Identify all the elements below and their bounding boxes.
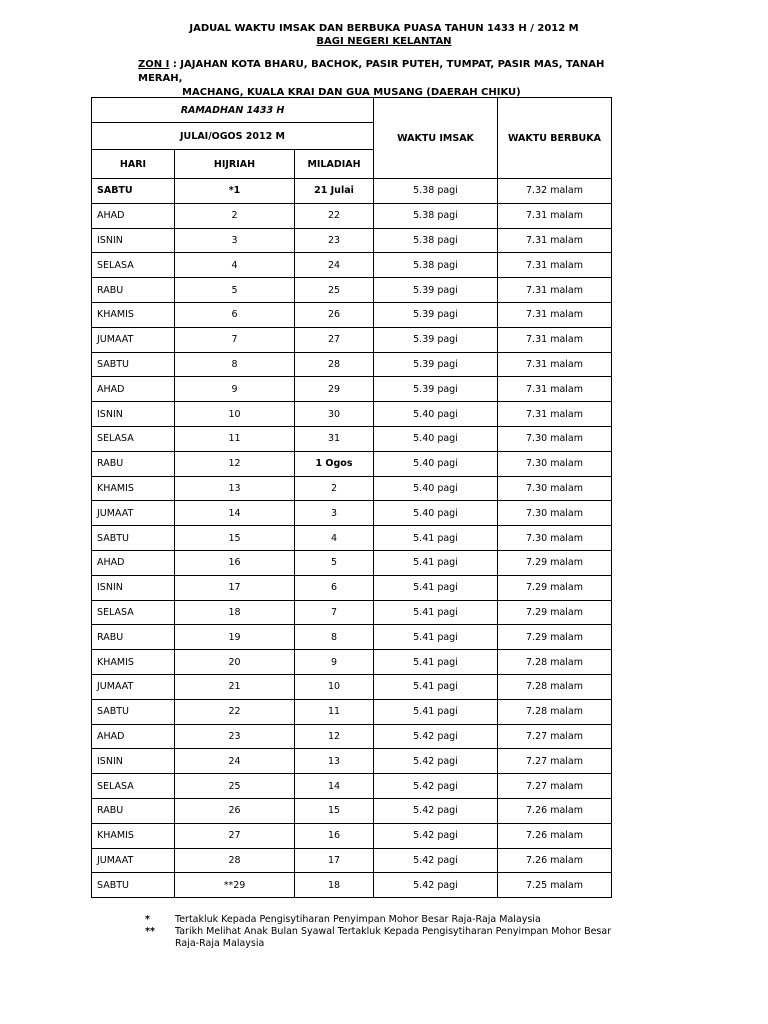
cell-day: AHAD: [92, 550, 175, 575]
cell-day: JUMAAT: [92, 501, 175, 526]
cell-day: SELASA: [92, 253, 175, 278]
cell-miladi: 21 Julai: [295, 179, 374, 204]
cell-imsak: 5.40 pagi: [374, 402, 498, 427]
table-row: [92, 278, 612, 303]
cell-hijri: 25: [175, 774, 295, 799]
cell-berbuka: 7.31 malam: [498, 377, 612, 402]
table-row: [92, 203, 612, 228]
cell-berbuka: 7.29 malam: [498, 575, 612, 600]
footnote-mark: *: [145, 914, 150, 925]
cell-imsak: 5.41 pagi: [374, 575, 498, 600]
cell-berbuka: 7.29 malam: [498, 600, 612, 625]
table-row: [92, 699, 612, 724]
cell-hijri: 21: [175, 674, 295, 699]
cell-imsak: 5.41 pagi: [374, 600, 498, 625]
cell-miladi: 25: [295, 278, 374, 303]
zone-label: ZON I: [138, 59, 170, 70]
cell-hijri: 8: [175, 352, 295, 377]
table-row: [92, 625, 612, 650]
table-row: [92, 352, 612, 377]
cell-hijri: 28: [175, 848, 295, 873]
cell-day: ISNIN: [92, 228, 175, 253]
cell-berbuka: 7.29 malam: [498, 550, 612, 575]
cell-day: SABTU: [92, 699, 175, 724]
cell-hijri: 3: [175, 228, 295, 253]
table-row: [92, 228, 612, 253]
table-row: [92, 253, 612, 278]
cell-berbuka: 7.30 malam: [498, 501, 612, 526]
cell-berbuka: 7.26 malam: [498, 848, 612, 873]
cell-imsak: 5.38 pagi: [374, 228, 498, 253]
table-row: [92, 426, 612, 451]
cell-berbuka: 7.30 malam: [498, 426, 612, 451]
cell-day: SABTU: [92, 179, 175, 204]
cell-hijri: 11: [175, 426, 295, 451]
footnote-text: Tarikh Melihat Anak Bulan Syawal Tertakluk Kepada Pengisytiharan Penyimpan Mohor Besar Raja-Raja Malaysia: [175, 926, 612, 949]
cell-day: AHAD: [92, 377, 175, 402]
cell-berbuka: 7.27 malam: [498, 774, 612, 799]
cell-miladi: 23: [295, 228, 374, 253]
cell-miladi: 10: [295, 674, 374, 699]
cell-imsak: 5.38 pagi: [374, 203, 498, 228]
cell-miladi: 27: [295, 327, 374, 352]
cell-day: RABU: [92, 625, 175, 650]
cell-imsak: 5.42 pagi: [374, 873, 498, 898]
cell-berbuka: 7.31 malam: [498, 253, 612, 278]
cell-hijri: *1: [175, 179, 295, 204]
cell-day: AHAD: [92, 724, 175, 749]
cell-hijri: 27: [175, 823, 295, 848]
table-row: [92, 774, 612, 799]
cell-hijri: 17: [175, 575, 295, 600]
cell-day: SELASA: [92, 600, 175, 625]
cell-miladi: 6: [295, 575, 374, 600]
cell-imsak: 5.38 pagi: [374, 253, 498, 278]
cell-berbuka: 7.28 malam: [498, 674, 612, 699]
cell-berbuka: 7.28 malam: [498, 650, 612, 675]
table-row: [92, 873, 612, 898]
table-row: [92, 650, 612, 675]
cell-hijri: 22: [175, 699, 295, 724]
cell-miladi: 13: [295, 749, 374, 774]
cell-day: KHAMIS: [92, 476, 175, 501]
footnote-text: Tertakluk Kepada Pengisytiharan Penyimpan Mohor Besar Raja-Raja Malaysia: [175, 914, 541, 925]
table-row: [92, 724, 612, 749]
cell-hijri: 19: [175, 625, 295, 650]
cell-berbuka: 7.27 malam: [498, 749, 612, 774]
cell-miladi: 17: [295, 848, 374, 873]
cell-day: SABTU: [92, 526, 175, 551]
cell-day: KHAMIS: [92, 650, 175, 675]
schedule-table: [91, 97, 612, 898]
cell-hijri: 5: [175, 278, 295, 303]
gregorian-header: JULAI/OGOS 2012 M: [92, 123, 374, 150]
header-berbuka: WAKTU BERBUKA: [498, 98, 612, 179]
cell-day: AHAD: [92, 203, 175, 228]
cell-miladi: 8: [295, 625, 374, 650]
table-row: [92, 798, 612, 823]
cell-imsak: 5.39 pagi: [374, 352, 498, 377]
footnote: [145, 914, 615, 926]
cell-miladi: 16: [295, 823, 374, 848]
cell-berbuka: 7.30 malam: [498, 476, 612, 501]
cell-imsak: 5.39 pagi: [374, 377, 498, 402]
cell-berbuka: 7.31 malam: [498, 402, 612, 427]
cell-miladi: 31: [295, 426, 374, 451]
cell-day: JUMAAT: [92, 674, 175, 699]
cell-berbuka: 7.30 malam: [498, 526, 612, 551]
cell-berbuka: 7.32 malam: [498, 179, 612, 204]
cell-hijri: 24: [175, 749, 295, 774]
footnote-mark: **: [145, 926, 155, 937]
cell-miladi: 15: [295, 798, 374, 823]
table-row: [92, 823, 612, 848]
table-row: [92, 501, 612, 526]
cell-hijri: 10: [175, 402, 295, 427]
cell-day: JUMAAT: [92, 848, 175, 873]
table-row: [92, 327, 612, 352]
cell-berbuka: 7.31 malam: [498, 352, 612, 377]
cell-imsak: 5.41 pagi: [374, 650, 498, 675]
cell-imsak: 5.42 pagi: [374, 823, 498, 848]
cell-imsak: 5.41 pagi: [374, 550, 498, 575]
cell-day: ISNIN: [92, 749, 175, 774]
cell-berbuka: 7.26 malam: [498, 823, 612, 848]
cell-berbuka: 7.30 malam: [498, 451, 612, 476]
cell-imsak: 5.42 pagi: [374, 798, 498, 823]
cell-imsak: 5.41 pagi: [374, 625, 498, 650]
cell-berbuka: 7.25 malam: [498, 873, 612, 898]
cell-day: ISNIN: [92, 402, 175, 427]
table-row: [92, 600, 612, 625]
table-row: [92, 451, 612, 476]
cell-day: KHAMIS: [92, 302, 175, 327]
cell-day: RABU: [92, 798, 175, 823]
cell-hijri: 6: [175, 302, 295, 327]
cell-hijri: 4: [175, 253, 295, 278]
cell-miladi: 24: [295, 253, 374, 278]
cell-berbuka: 7.27 malam: [498, 724, 612, 749]
document-title: JADUAL WAKTU IMSAK DAN BERBUKA PUASA TAHUN 1433 H / 2012 M: [189, 23, 579, 34]
cell-miladi: 14: [295, 774, 374, 799]
cell-berbuka: 7.31 malam: [498, 302, 612, 327]
cell-berbuka: 7.31 malam: [498, 203, 612, 228]
cell-hijri: 7: [175, 327, 295, 352]
cell-miladi: 7: [295, 600, 374, 625]
table-row: [92, 550, 612, 575]
cell-imsak: 5.41 pagi: [374, 674, 498, 699]
cell-imsak: 5.40 pagi: [374, 501, 498, 526]
cell-miladi: 11: [295, 699, 374, 724]
cell-hijri: 26: [175, 798, 295, 823]
cell-imsak: 5.38 pagi: [374, 179, 498, 204]
zone-description: [138, 58, 638, 100]
cell-day: SABTU: [92, 352, 175, 377]
cell-imsak: 5.42 pagi: [374, 774, 498, 799]
cell-imsak: 5.42 pagi: [374, 749, 498, 774]
table-row: [92, 179, 612, 204]
footnote: [145, 926, 615, 950]
cell-hijri: 12: [175, 451, 295, 476]
cell-imsak: 5.42 pagi: [374, 848, 498, 873]
cell-miladi: 26: [295, 302, 374, 327]
cell-imsak: 5.40 pagi: [374, 426, 498, 451]
cell-miladi: 29: [295, 377, 374, 402]
cell-day: KHAMIS: [92, 823, 175, 848]
table-row: [92, 377, 612, 402]
cell-hijri: 23: [175, 724, 295, 749]
zone-line-1: : JAJAHAN KOTA BHARU, BACHOK, PASIR PUTEH, TUMPAT, PASIR MAS, TANAH MERAH,: [138, 59, 605, 84]
cell-day: JUMAAT: [92, 327, 175, 352]
cell-miladi: 12: [295, 724, 374, 749]
header-hijri: HIJRIAH: [175, 150, 295, 179]
cell-berbuka: 7.31 malam: [498, 278, 612, 303]
header-imsak: WAKTU IMSAK: [374, 98, 498, 179]
cell-miladi: 22: [295, 203, 374, 228]
cell-berbuka: 7.31 malam: [498, 327, 612, 352]
cell-day: RABU: [92, 278, 175, 303]
cell-imsak: 5.39 pagi: [374, 278, 498, 303]
zone-line-2: MACHANG, KUALA KRAI DAN GUA MUSANG (DAERAH CHIKU): [182, 87, 521, 98]
cell-miladi: 30: [295, 402, 374, 427]
cell-hijri: **29: [175, 873, 295, 898]
document-subtitle: BAGI NEGERI KELANTAN: [316, 36, 452, 47]
cell-berbuka: 7.26 malam: [498, 798, 612, 823]
table-row: [92, 674, 612, 699]
cell-hijri: 15: [175, 526, 295, 551]
cell-miladi: 4: [295, 526, 374, 551]
cell-miladi: 18: [295, 873, 374, 898]
header-day: HARI: [92, 150, 175, 179]
table-row: [92, 302, 612, 327]
footnotes: [145, 914, 615, 950]
cell-day: RABU: [92, 451, 175, 476]
month-header: RAMADHAN 1433 H: [92, 98, 374, 123]
cell-imsak: 5.42 pagi: [374, 724, 498, 749]
cell-miladi: 2: [295, 476, 374, 501]
table-row: [92, 749, 612, 774]
cell-berbuka: 7.28 malam: [498, 699, 612, 724]
cell-hijri: 20: [175, 650, 295, 675]
cell-day: SELASA: [92, 426, 175, 451]
cell-hijri: 18: [175, 600, 295, 625]
table-row: [92, 526, 612, 551]
cell-imsak: 5.40 pagi: [374, 451, 498, 476]
cell-berbuka: 7.31 malam: [498, 228, 612, 253]
cell-day: SABTU: [92, 873, 175, 898]
cell-imsak: 5.39 pagi: [374, 327, 498, 352]
cell-hijri: 14: [175, 501, 295, 526]
cell-hijri: 16: [175, 550, 295, 575]
cell-miladi: 5: [295, 550, 374, 575]
cell-imsak: 5.41 pagi: [374, 526, 498, 551]
header-miladi: MILADIAH: [295, 150, 374, 179]
cell-hijri: 2: [175, 203, 295, 228]
table-row: [92, 402, 612, 427]
cell-miladi: 1 Ogos: [295, 451, 374, 476]
cell-imsak: 5.39 pagi: [374, 302, 498, 327]
cell-hijri: 13: [175, 476, 295, 501]
cell-hijri: 9: [175, 377, 295, 402]
cell-miladi: 9: [295, 650, 374, 675]
cell-day: SELASA: [92, 774, 175, 799]
table-row: [92, 848, 612, 873]
cell-day: ISNIN: [92, 575, 175, 600]
cell-imsak: 5.40 pagi: [374, 476, 498, 501]
cell-miladi: 3: [295, 501, 374, 526]
cell-berbuka: 7.29 malam: [498, 625, 612, 650]
cell-imsak: 5.41 pagi: [374, 699, 498, 724]
cell-miladi: 28: [295, 352, 374, 377]
table-row: [92, 476, 612, 501]
table-row: [92, 575, 612, 600]
